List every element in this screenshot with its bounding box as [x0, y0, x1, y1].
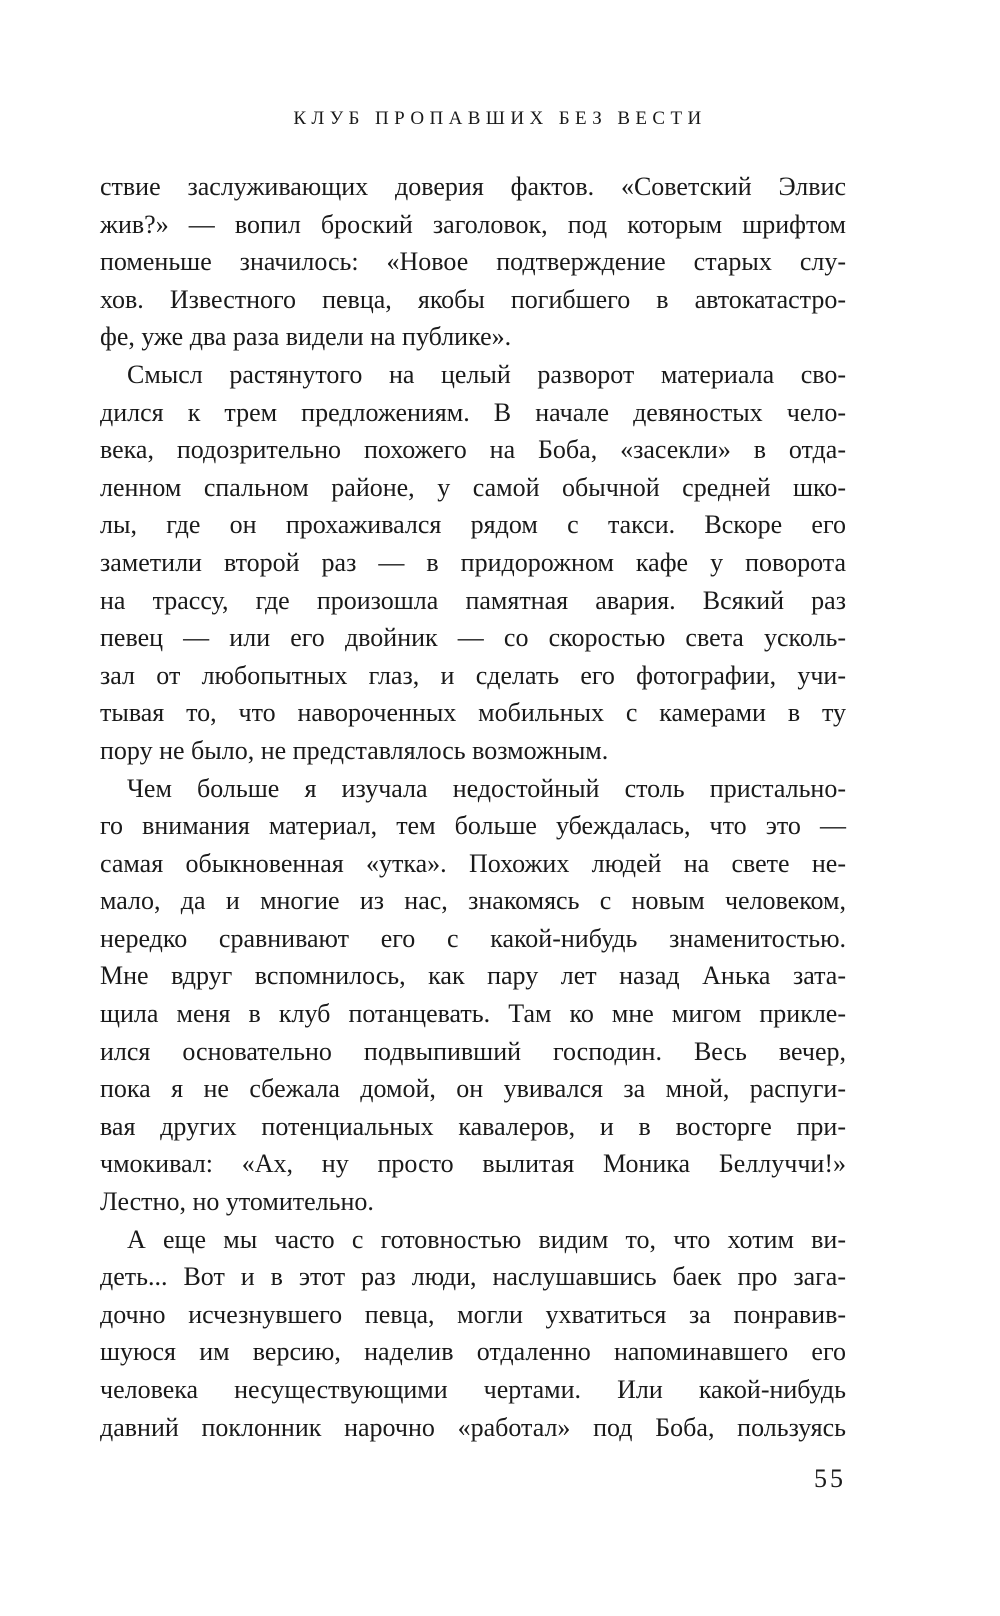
- text-line: вая других потенциальных кавалеров, и в восторге при-: [100, 1111, 846, 1141]
- text-line: ился основательно подвыпивший господин. Весь вечер,: [100, 1036, 846, 1066]
- text-line: чмокивал: «Ах, ну просто вылитая Моника Беллуччи!»: [100, 1149, 846, 1179]
- text-line: жив?» — вопил броский заголовок, под которым шрифтом: [100, 209, 846, 239]
- text-line: ленном спальном районе, у самой обычной средней шко-: [100, 472, 846, 502]
- text-line: Мне вдруг вспомнилось, как пару лет назад Анька зата-: [100, 961, 846, 991]
- text-line: пору не было, не представлялось возможным.: [100, 735, 609, 765]
- text-line: А еще мы часто с готовностью видим то, что хотим ви-: [127, 1224, 846, 1254]
- text-line: щила меня в клуб потанцевать. Там ко мне мигом прикле-: [100, 999, 846, 1029]
- text-line: поменьше значилось: «Новое подтверждение старых слу-: [100, 247, 846, 277]
- text-line: зал от любопытных глаз, и сделать его фотографии, учи-: [100, 660, 846, 690]
- text-line: на трассу, где произошла памятная авария. Всякий раз: [100, 585, 846, 615]
- text-line: человека несуществующими чертами. Или какой-нибудь: [100, 1375, 846, 1404]
- text-line: лы, где он прохаживался рядом с такси. Вскоре его: [100, 510, 846, 540]
- text-line: Чем больше я изучала недостойный столь пристально-: [127, 773, 846, 803]
- text-line: заметили второй раз — в придорожном кафе у поворота: [100, 547, 846, 577]
- text-line: фе, уже два раза видели на публике».: [100, 322, 512, 352]
- text-line: певец — или его двойник — со скоростью света усколь-: [100, 623, 846, 653]
- text-line: самая обыкновенная «утка». Похожих людей на свете не-: [100, 848, 846, 878]
- text-line: дочно исчезнувшего певца, могли ухватиться за понравив-: [100, 1299, 846, 1329]
- text-line: тывая то, что навороченных мобильных с камерами в ту: [100, 698, 846, 728]
- text-line: Смысл растянутого на целый разворот материала сво-: [127, 359, 846, 389]
- text-line: давний поклонник нарочно «работал» под Боба, пользуясь: [100, 1412, 846, 1442]
- text-line: хов. Известного певца, якобы погибшего в автокатастро-: [100, 284, 846, 314]
- body-text: [100, 168, 846, 1446]
- text-line: мало, да и многие из нас, знакомясь с новым человеком,: [100, 886, 846, 916]
- text-line: нередко сравнивают его с какой-нибудь знаменитостью.: [100, 923, 846, 953]
- text-line: шуюся им версию, наделив отдаленно напоминавшего его: [100, 1337, 846, 1367]
- text-line: ствие заслуживающих доверия фактов. «Советский Элвис: [100, 172, 846, 201]
- text-line: пока я не сбежала домой, он увивался за мной, распуги-: [100, 1074, 846, 1104]
- text-line: дился к трем предложениям. В начале девяностых чело-: [100, 397, 846, 427]
- text-line: деть... Вот и в этот раз люди, наслушавшись баек про зага-: [100, 1262, 846, 1292]
- page-number: 55: [814, 1464, 846, 1493]
- text-line: Лестно, но утомительно.: [100, 1187, 374, 1217]
- running-head: КЛУБ ПРОПАВШИХ БЕЗ ВЕСТИ: [293, 108, 707, 129]
- text-line: го внимания материал, тем больше убеждалась, что это —: [100, 811, 846, 841]
- text-line: века, подозрительно похожего на Боба, «засекли» в отда-: [100, 435, 846, 465]
